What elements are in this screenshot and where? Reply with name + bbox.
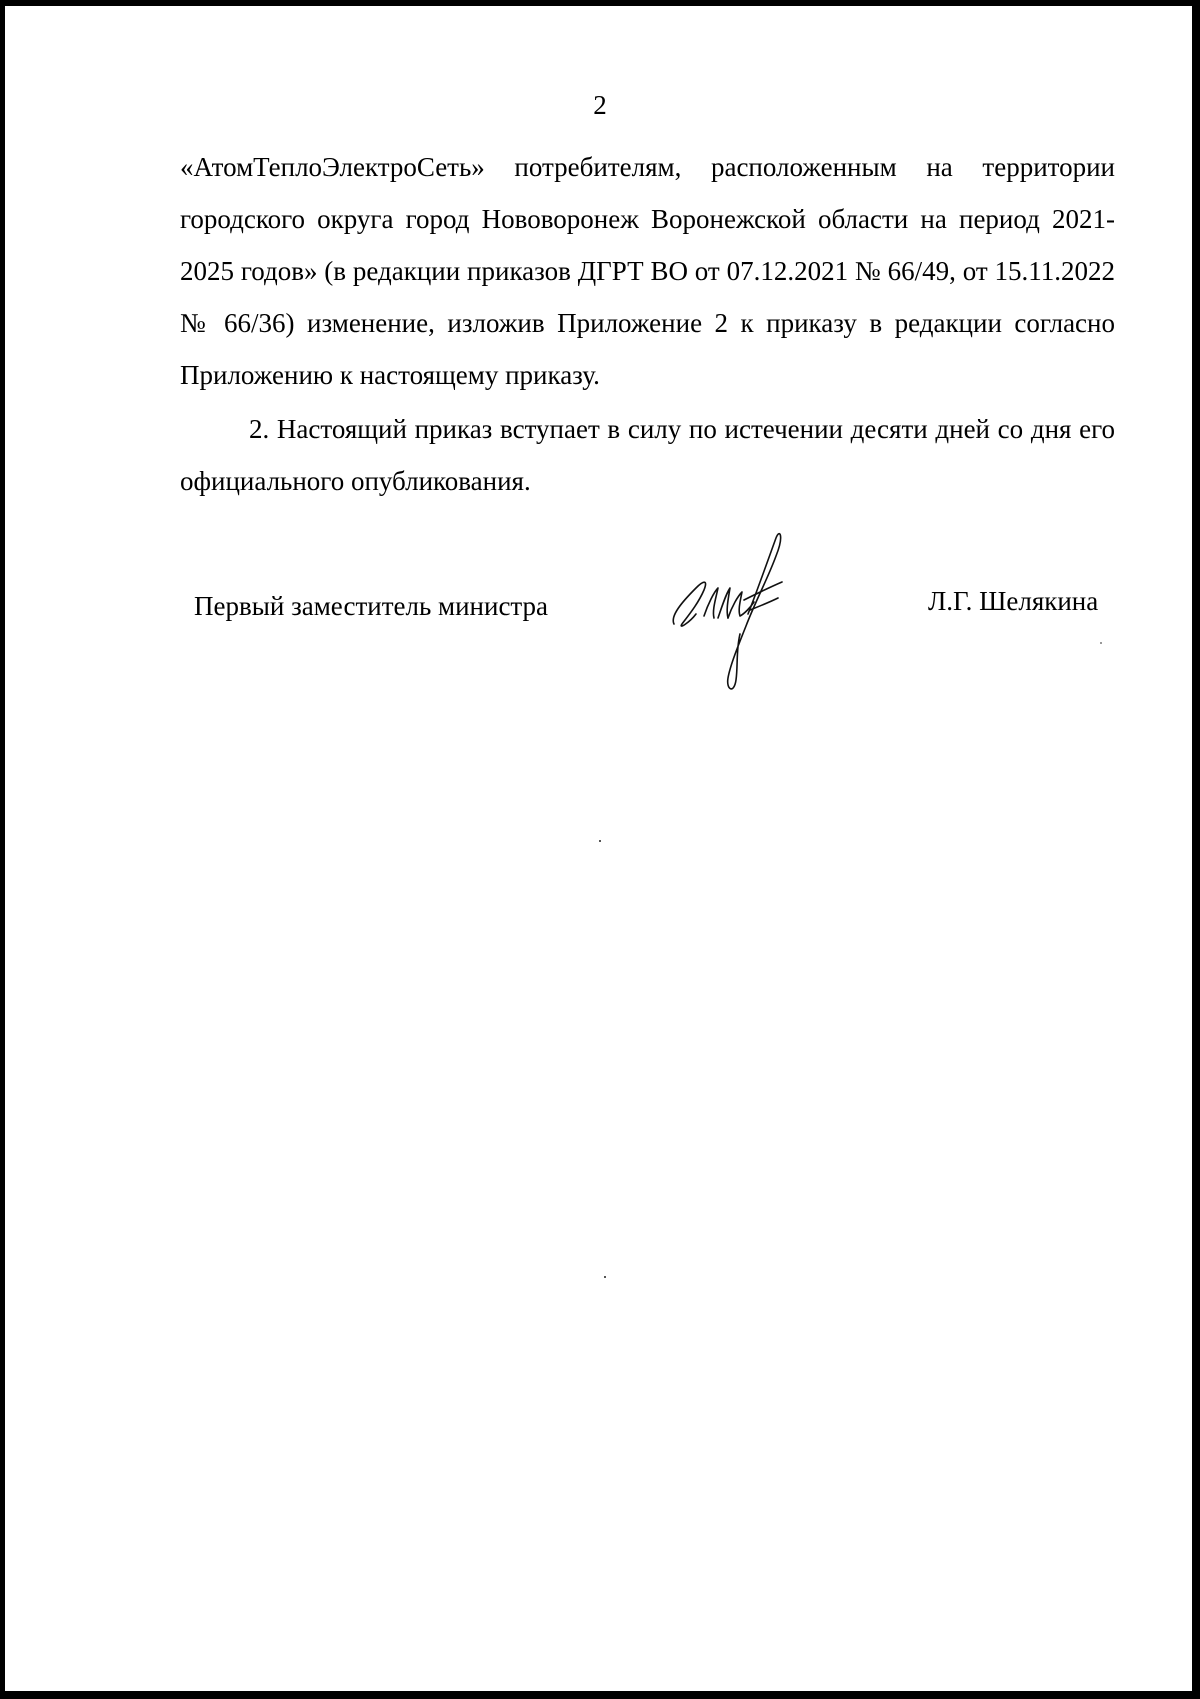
scan-speck bbox=[1100, 642, 1102, 644]
paragraph-amendment: «АтомТеплоЭлектроСеть» потребителям, расположенным на территории городского округа город Нововоронеж Воронежской области на период 2021-2025 годов» (в редакции приказов ДГРТ ВО от 07.12.2021 № 66/49, от 15.11.2022 № 66/36) изменение, изложив Приложение 2 к приказу в редакции согласно Приложению к настоящему приказу. bbox=[180, 152, 1115, 390]
scan-speck bbox=[604, 1276, 606, 1278]
signatory-name: Л.Г. Шелякина bbox=[928, 586, 1099, 616]
signatory-position: Первый заместитель министра bbox=[194, 591, 549, 621]
scan-speck bbox=[599, 840, 601, 842]
signature-icon bbox=[660, 530, 830, 700]
document-body bbox=[180, 141, 1115, 507]
page-number: 2 bbox=[593, 90, 607, 120]
paragraph-effective-date: 2. Настоящий приказ вступает в силу по истечении десяти дней со дня его официального опубликования. bbox=[180, 414, 1115, 496]
